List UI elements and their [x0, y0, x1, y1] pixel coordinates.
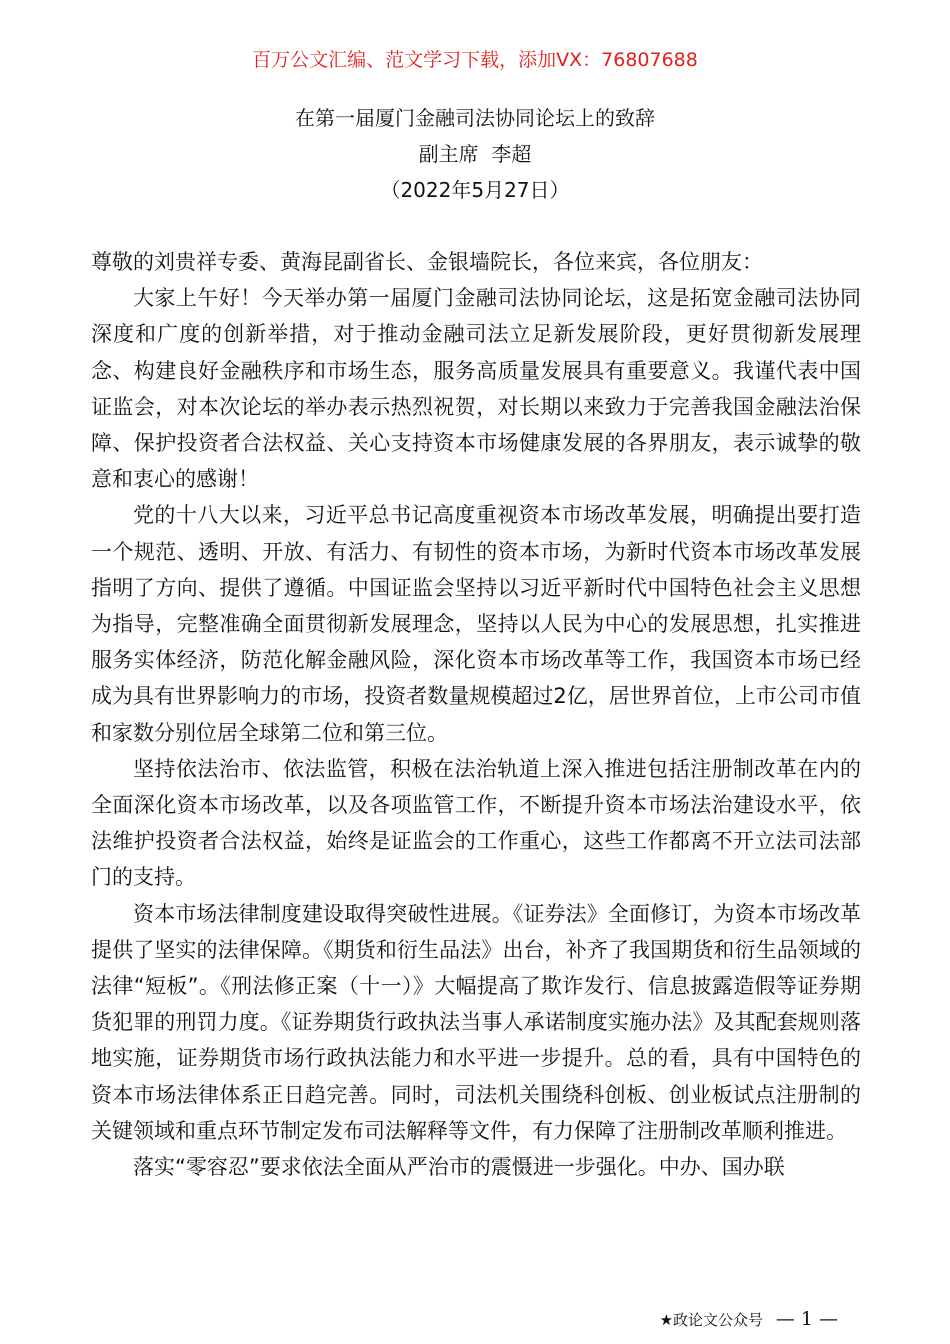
- salutation: 尊敬的刘贵祥专委、黄海昆副省长、金银墙院长，各位来宾，各位朋友：: [91, 250, 763, 274]
- paragraph: 资本市场法律制度建设取得突破性进展。《证券法》全面修订，为资本市场改革提供了坚实的法律保障。《期货和衍生品法》出台，补齐了我国期货和衍生品领域的法律“短板”。《刑法修正案（十一）》大幅提高了欺诈发行、信息披露造假等证券期货犯罪的刑罚力度。《证券期货行政执法当事人承诺制度实施办法》及其配套规则落地实施，证券期货市场行政执法能力和水平进一步提升。总的看，具有中国特色的资本市场法律体系正日趋完善。同时，司法机关围绕科创板、创业板试点注册制的关键领域和重点环节制定发布司法解释等文件，有力保障了注册制改革顺利推进。: [91, 901, 861, 1143]
- header-banner: 百万公文汇编、范文学习下载，添加VX：76807688: [252, 49, 698, 71]
- title-block: [0, 100, 950, 208]
- paragraph: 党的十八大以来，习近平总书记高度重视资本市场改革发展，明确提出要打造一个规范、透明、开放、有活力、有韧性的资本市场，为新时代资本市场改革发展指明了方向、提供了遵循。中国证监会坚持以习近平新时代中国特色社会主义思想为指导，完整准确全面贯彻新发展理念，坚持以人民为中心的发展思想，扎实推进服务实体经济，防范化解金融风险，深化资本市场改革等工作，我国资本市场已经成为具有世界影响力的市场，投资者数量规模超过2亿，居世界首位，上市公司市值和家数分别位居全球第二位和第三位。: [91, 503, 861, 745]
- paragraph: 落实“零容忍”要求依法全面从严治市的震慑进一步强化。中办、国办联: [133, 1155, 785, 1180]
- speech-body: [91, 244, 861, 1185]
- page-number: — 1 —: [775, 1308, 838, 1330]
- paragraph: 大家上午好！今天举办第一届厦门金融司法协同论坛，这是拓宽金融司法协同深度和广度的创新举措，对于推动金融司法立足新发展阶段，更好贯彻新发展理念、构建良好金融秩序和市场生态，服务高质量发展具有重要意义。我谨代表中国证监会，对本次论坛的举办表示热烈祝贺，对长期以来致力于完善我国金融法治保障、保护投资者合法权益、关心支持资本市场健康发展的各界朋友，表示诚挚的敬意和衷心的感谢！: [91, 286, 861, 492]
- footer-source: ★政论文公众号: [659, 1311, 764, 1329]
- paragraph: 坚持依法治市、依法监管，积极在法治轨道上深入推进包括注册制改革在内的全面深化资本市场改革，以及各项监管工作，不断提升资本市场法治建设水平，依法维护投资者合法权益，始终是证监会的工作重心，这些工作都离不开立法司法部门的支持。: [91, 756, 861, 890]
- page-footer: [660, 1309, 838, 1330]
- document-title: 在第一届厦门金融司法协同论坛上的致辞: [295, 106, 655, 130]
- speech-date: （2022年5月27日）: [380, 178, 570, 202]
- speaker-line: 副主席 李超: [418, 142, 532, 166]
